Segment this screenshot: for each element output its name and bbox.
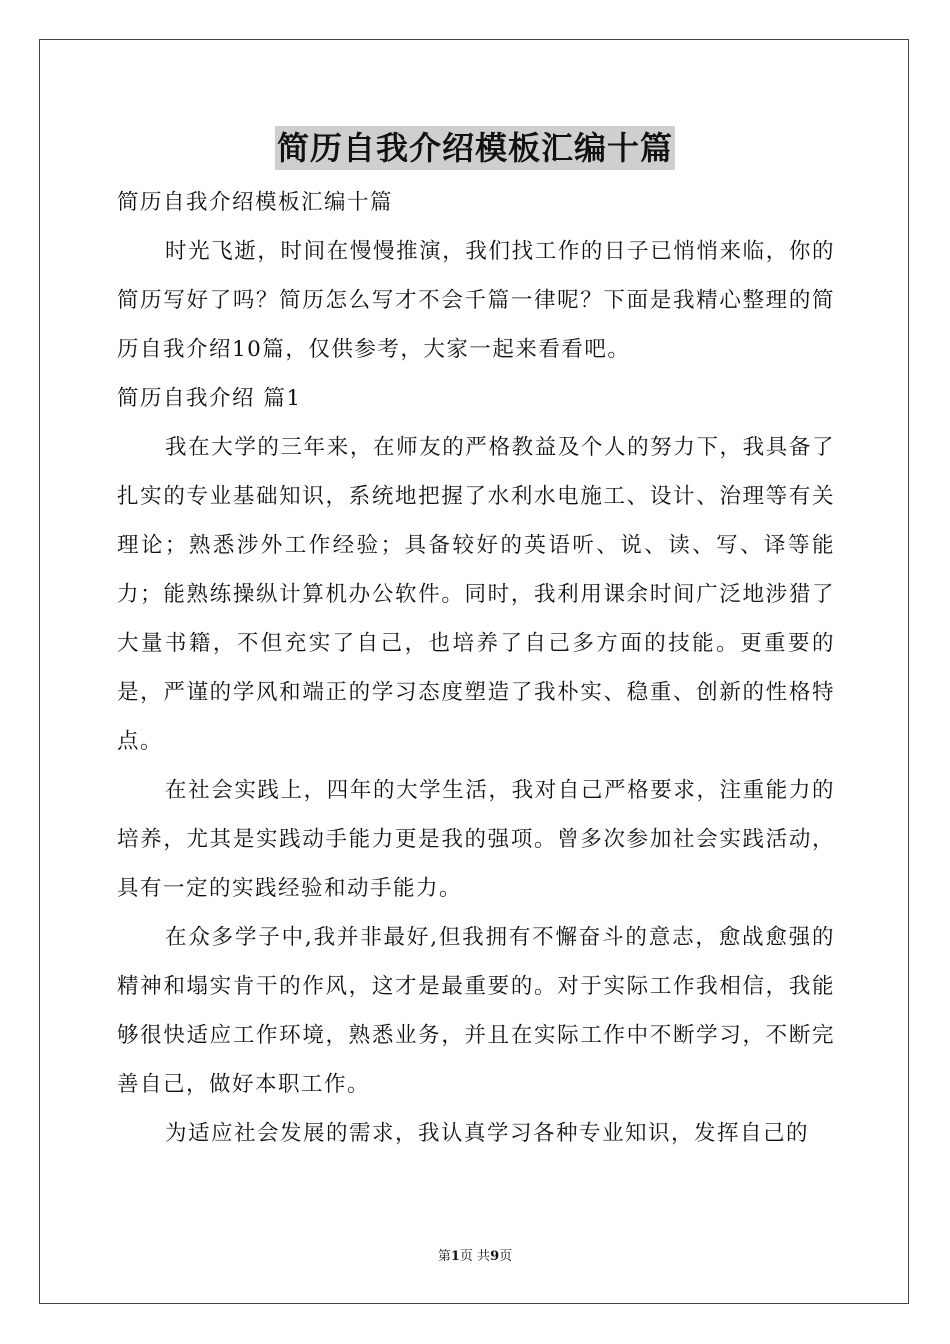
document-body [117, 178, 835, 1158]
subtitle: 简历自我介绍模板汇编十篇 [117, 190, 394, 215]
body-paragraph: 为适应社会发展的需求，我认真学习各种专业知识，发挥自己的 [165, 1121, 810, 1146]
footer-suffix: 页 [499, 1249, 513, 1264]
document-title: 简历自我介绍模板汇编十篇 [275, 126, 675, 170]
footer-prefix: 第 [437, 1249, 451, 1264]
footer-mid: 页 共 [459, 1249, 491, 1264]
intro-paragraph: 时光飞逝，时间在慢慢推演，我们找工作的日子已悄悄来临，你的简历写好了吗？简历怎么写才不会千篇一律呢？下面是我精心整理的简历自我介绍10篇，仅供参考，大家一起来看看吧。 [117, 239, 835, 362]
body-paragraph: 我在大学的三年来，在师友的严格教益及个人的努力下，我具备了扎实的专业基础知识，系统地把握了水利水电施工、设计、治理等有关理论；熟悉涉外工作经验；具备较好的英语听、说、读、写、译等能力；能熟练操纵计算机办公软件。同时，我利用课余时间广泛地涉猎了大量书籍，不但充实了自己，也培养了自己多方面的技能。更重要的是，严谨的学风和端正的学习态度塑造了我朴实、稳重、创新的性格特点。 [117, 435, 835, 754]
title-container [0, 126, 950, 170]
section-heading: 简历自我介绍 篇1 [117, 386, 302, 411]
body-paragraph: 在社会实践上，四年的大学生活，我对自己严格要求，注重能力的培养，尤其是实践动手能力更是我的强项。曾多次参加社会实践活动，具有一定的实践经验和动手能力。 [117, 778, 835, 901]
total-page-number: 9 [490, 1249, 500, 1264]
body-paragraph: 在众多学子中,我并非最好,但我拥有不懈奋斗的意志，愈战愈强的精神和塌实肯干的作风，这才是最重要的。对于实际工作我相信，我能够很快适应工作环境，熟悉业务，并且在实际工作中不断学习，不断完善自己，做好本职工作。 [117, 925, 835, 1097]
current-page-number: 1 [450, 1249, 460, 1264]
page-footer [0, 1245, 950, 1264]
